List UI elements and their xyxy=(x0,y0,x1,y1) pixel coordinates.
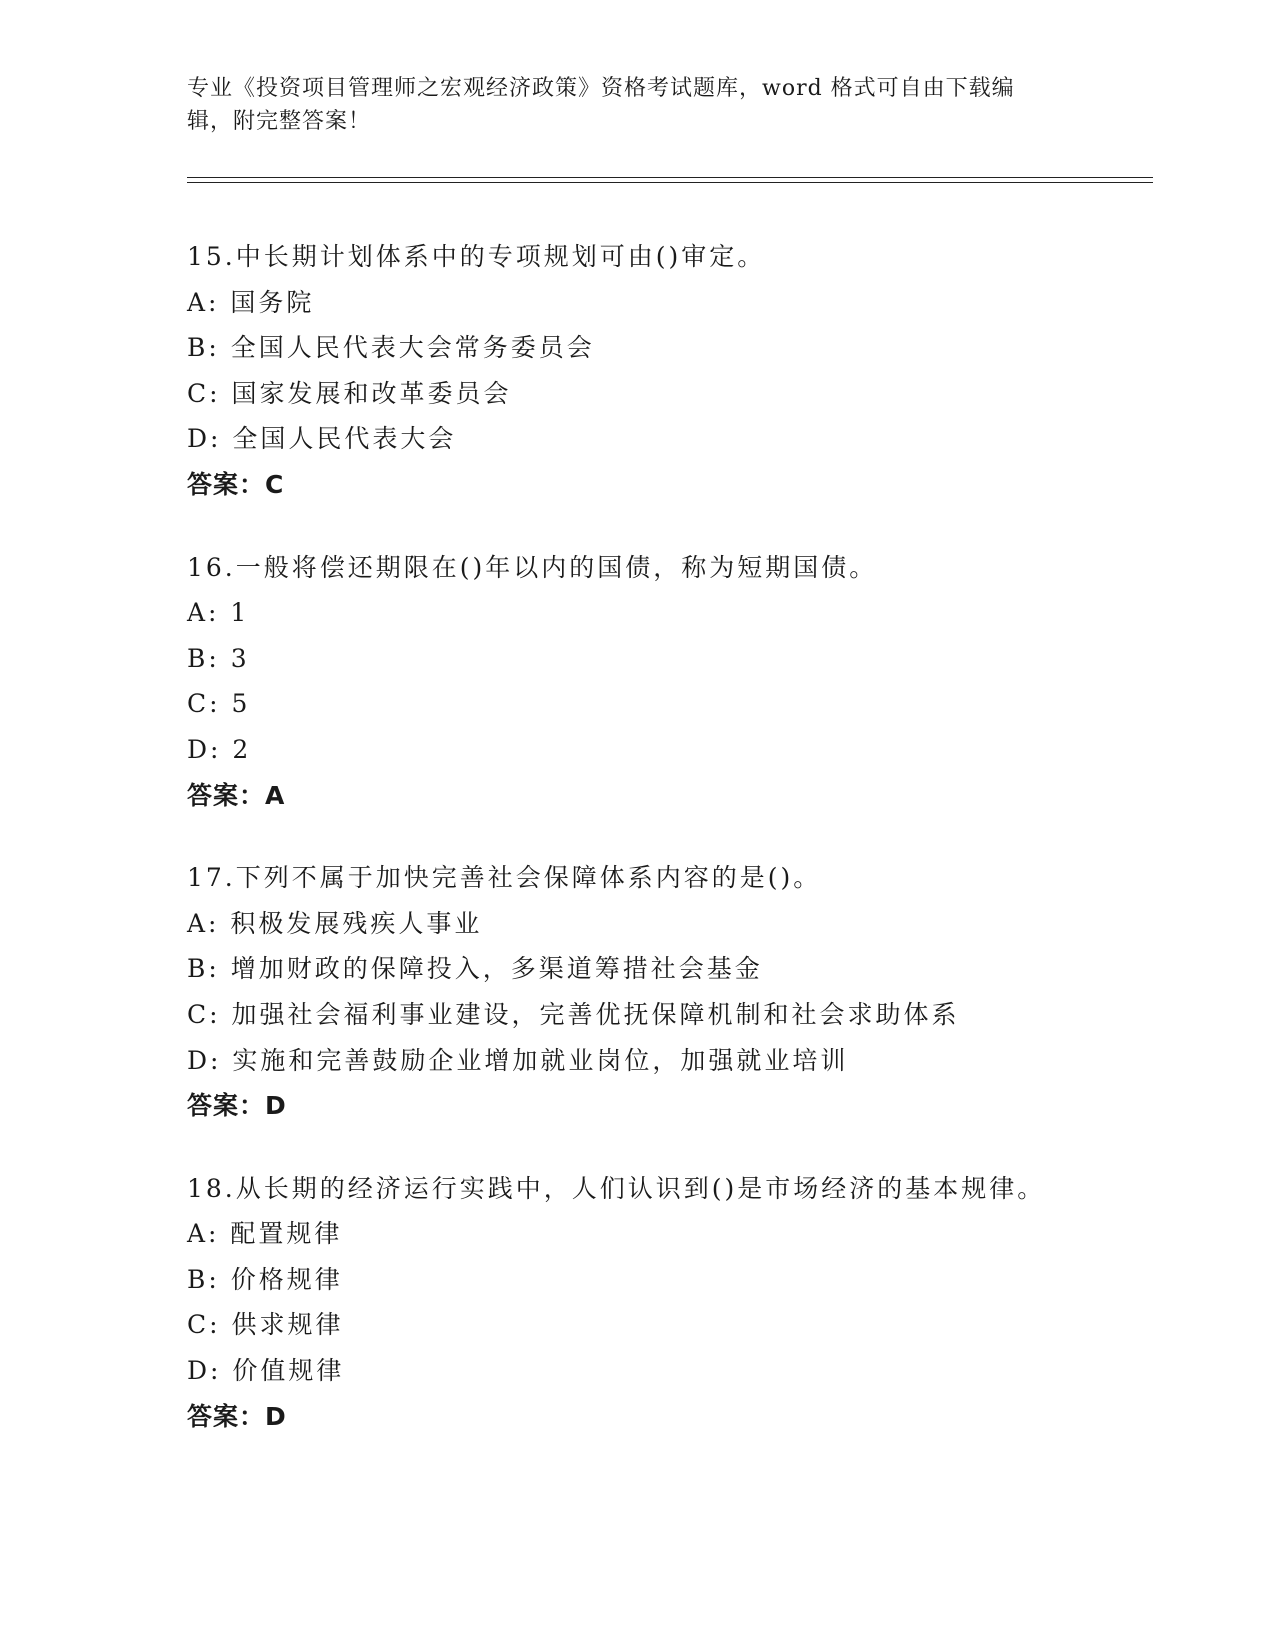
question-18 xyxy=(187,1166,1167,1440)
option-a: A: 国务院 xyxy=(187,287,315,317)
option-d: D: 实施和完善鼓励企业增加就业岗位，加强就业培训 xyxy=(187,1045,849,1075)
option-b: B: 全国人民代表大会常务委员会 xyxy=(187,333,595,363)
header-line-2: 辑，附完整答案！ xyxy=(187,109,372,134)
question-17 xyxy=(187,855,1167,1129)
question-15 xyxy=(187,234,1167,508)
question-stem: 16.一般将偿还期限在()年以内的国债，称为短期国债。 xyxy=(187,552,878,582)
option-b: B: 价格规律 xyxy=(187,1264,343,1294)
option-c: C: 国家发展和改革委员会 xyxy=(187,378,512,408)
option-c: C: 5 xyxy=(187,689,251,719)
option-c: C: 供求规律 xyxy=(187,1310,344,1340)
question-stem: 18.从长期的经济运行实践中，人们认识到()是市场经济的基本规律。 xyxy=(187,1173,1046,1203)
question-16 xyxy=(187,545,1167,819)
header-divider-bottom xyxy=(187,182,1153,183)
option-d: D: 全国人民代表大会 xyxy=(187,424,457,454)
option-b: B: 增加财政的保障投入，多渠道筹措社会基金 xyxy=(187,954,763,984)
document-header xyxy=(187,72,1067,138)
answer-line: 答案：C xyxy=(187,469,285,499)
option-a: A: 配置规律 xyxy=(187,1219,343,1249)
option-a: A: 积极发展残疾人事业 xyxy=(187,908,483,938)
answer-line: 答案：D xyxy=(187,1401,287,1431)
option-d: D: 价值规律 xyxy=(187,1356,345,1386)
question-stem: 15.中长期计划体系中的专项规划可由()审定。 xyxy=(187,242,766,271)
answer-line: 答案：A xyxy=(187,780,286,810)
question-list xyxy=(187,234,1167,1476)
header-line-1: 专业《投资项目管理师之宏观经济政策》资格考试题库，word 格式可自由下载编 xyxy=(187,76,1015,101)
answer-line: 答案：D xyxy=(187,1091,287,1121)
option-d: D: 2 xyxy=(187,734,252,764)
question-stem: 17.下列不属于加快完善社会保障体系内容的是()。 xyxy=(187,863,822,893)
option-a: A: 1 xyxy=(187,598,250,628)
option-b: B: 3 xyxy=(187,643,250,673)
option-c: C: 加强社会福利事业建设，完善优抚保障机制和社会求助体系 xyxy=(187,999,960,1029)
header-divider-top xyxy=(187,177,1153,178)
